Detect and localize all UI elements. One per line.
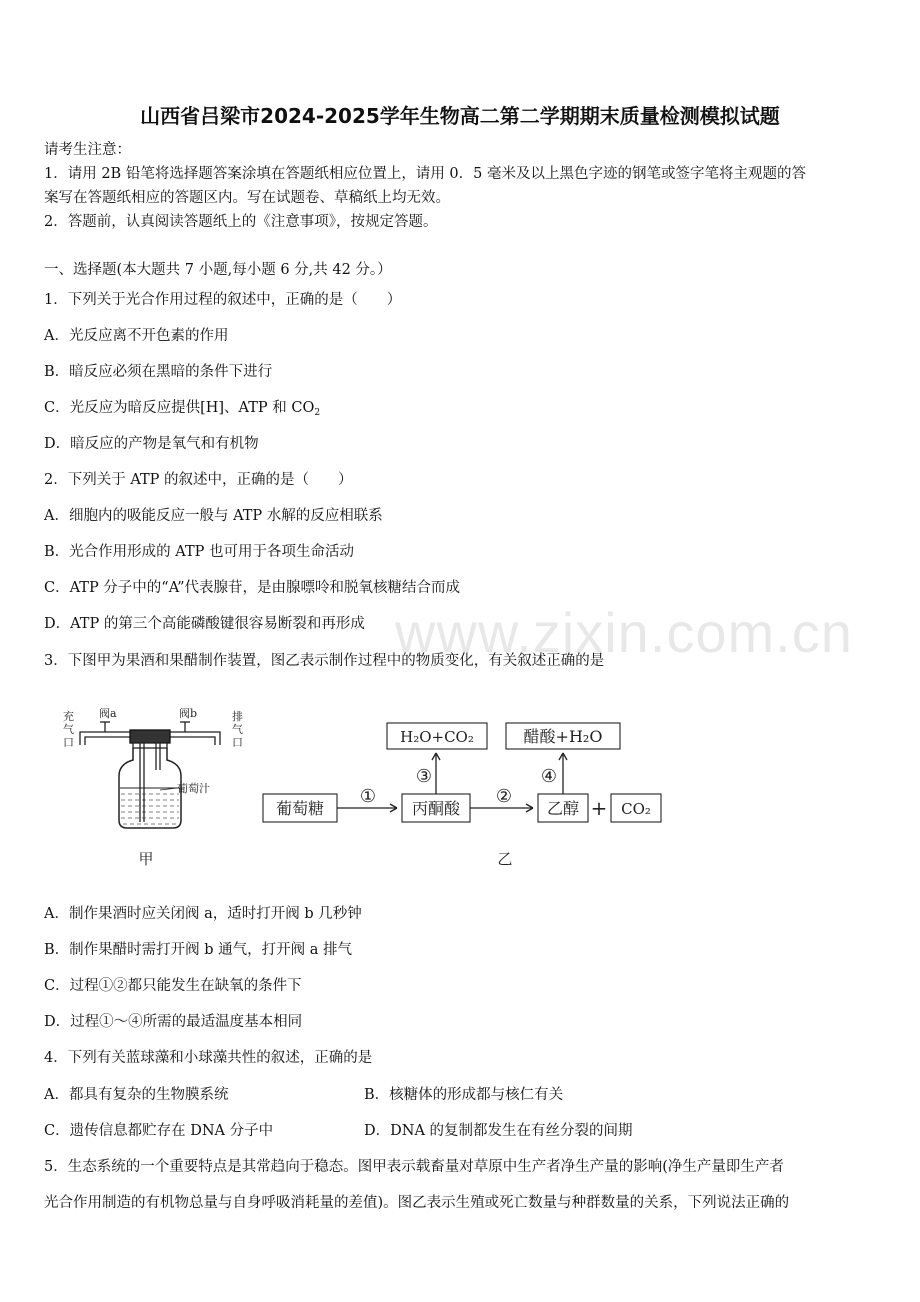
question-1-option-c-text: C．光反应为暗反应提供[H]、ATP 和 CO (44, 400, 315, 416)
plus-sign: + (590, 796, 608, 820)
question-1-option-b: B．暗反应必须在黑暗的条件下进行 (44, 364, 273, 380)
step-3-label: ③ (415, 766, 433, 787)
svg-text:气: 气 (63, 723, 74, 736)
figure-fermentation (55, 690, 675, 880)
section-heading: 一、选择题(本大题共 7 小题,每小题 6 分,共 42 分。） (44, 262, 392, 278)
svg-text:充: 充 (63, 710, 74, 723)
ethanol-label: 乙醇 (546, 799, 580, 818)
question-2-option-b: B．光合作用形成的 ATP 也可用于各项生命活动 (44, 544, 354, 560)
notice-item-1: 1．请用 2B 铅笔将选择题答案涂填在答题纸相应位置上，请用 0．5 毫米及以上黑色字迹的钢笔或签字笔将主观题的答 (44, 166, 806, 182)
question-5-stem: 5．生态系统的一个重要特点是其常趋向于稳态。图甲表示载畜量对草原中生产者净生产量的影响(净生产量即生产者 (44, 1159, 784, 1175)
question-1-option-c (44, 398, 884, 423)
question-4-option-b: B．核糖体的形成都与核仁有关 (364, 1087, 564, 1103)
question-3-option-c: C．过程①②都只能发生在缺氧的条件下 (44, 978, 302, 994)
step-4-label: ④ (540, 766, 558, 787)
question-3-option-d: D．过程①～④所需的最适温度基本相同 (44, 1014, 303, 1030)
notice-heading: 请考生注意： (44, 142, 131, 158)
fermentation-apparatus (80, 722, 220, 828)
figure-label-jia: 甲 (138, 850, 154, 868)
question-4-stem: 4．下列有关蓝球藻和小球藻共性的叙述，正确的是 (44, 1050, 373, 1066)
question-4-option-a: A．都具有复杂的生物膜系统 (44, 1087, 229, 1103)
step-1-label: ① (359, 786, 377, 807)
watermark: www.zixin.com.cn (395, 601, 853, 664)
question-1-stem: 1．下列关于光合作用过程的叙述中，正确的是（ ） (44, 292, 402, 308)
question-4-option-d: D．DNA 的复制都发生在有丝分裂的间期 (364, 1123, 633, 1139)
svg-text:口: 口 (63, 736, 74, 749)
question-3-option-a: A．制作果酒时应关闭阀 a，适时打开阀 b 几秒钟 (44, 906, 362, 922)
pyruvate-label: 丙酮酸 (411, 799, 461, 818)
outlet-label (232, 709, 243, 749)
glucose-label: 葡萄糖 (275, 799, 325, 818)
question-1-option-d: D．暗反应的产物是氧气和有机物 (44, 436, 259, 452)
h2o-co2-label: H₂O+CO₂ (400, 728, 474, 746)
valve-b-label: 阀b (179, 707, 198, 720)
question-2-option-a: A．细胞内的吸能反应一般与 ATP 水解的反应相联系 (44, 508, 383, 524)
notice-item-2: 2．答题前，认真阅读答题纸上的《注意事项》，按规定答题。 (44, 214, 438, 230)
svg-text:气: 气 (232, 723, 243, 736)
question-3-option-b: B．制作果醋时需打开阀 b 通气，打开阀 a 排气 (44, 942, 353, 958)
co2-label: CO₂ (621, 800, 651, 818)
page-title: 山西省吕梁市2024-2025学年生物高二第二学期期末质量检测模拟试题 (140, 104, 780, 128)
svg-text:排: 排 (232, 710, 243, 723)
question-3-stem: 3．下图甲为果酒和果醋制作装置，图乙表示制作过程中的物质变化，有关叙述正确的是 (44, 653, 605, 669)
grape-juice-label: 葡萄汁 (177, 782, 210, 795)
question-5-stem-cont: 光合作用制造的有机物总量与自身呼吸消耗量的差值)。图乙表示生殖或死亡数量与种群数量的关系，下列说法正确的 (44, 1195, 790, 1211)
question-2-option-d: D．ATP 的第三个高能磷酸键很容易断裂和再形成 (44, 616, 365, 632)
figure-label-yi: 乙 (497, 850, 513, 868)
question-4-option-c: C．遗传信息都贮存在 DNA 分子中 (44, 1123, 274, 1139)
acetic-acid-label: 醋酸+H₂O (523, 727, 603, 746)
subscript-2: 2 (314, 408, 321, 418)
question-2-stem: 2．下列关于 ATP 的叙述中，正确的是（ ） (44, 472, 353, 488)
notice-item-1-cont: 案写在答题纸相应的答题区内。写在试题卷、草稿纸上均无效。 (44, 190, 450, 206)
inlet-label (63, 709, 74, 749)
valve-a-label: 阀a (99, 707, 117, 720)
question-2-option-c: C．ATP 分子中的“A”代表腺苷，是由腺嘌呤和脱氧核糖结合而成 (44, 580, 460, 596)
step-2-label: ② (495, 786, 513, 807)
question-1-option-a: A．光反应离不开色素的作用 (44, 328, 229, 344)
svg-text:口: 口 (232, 736, 243, 749)
